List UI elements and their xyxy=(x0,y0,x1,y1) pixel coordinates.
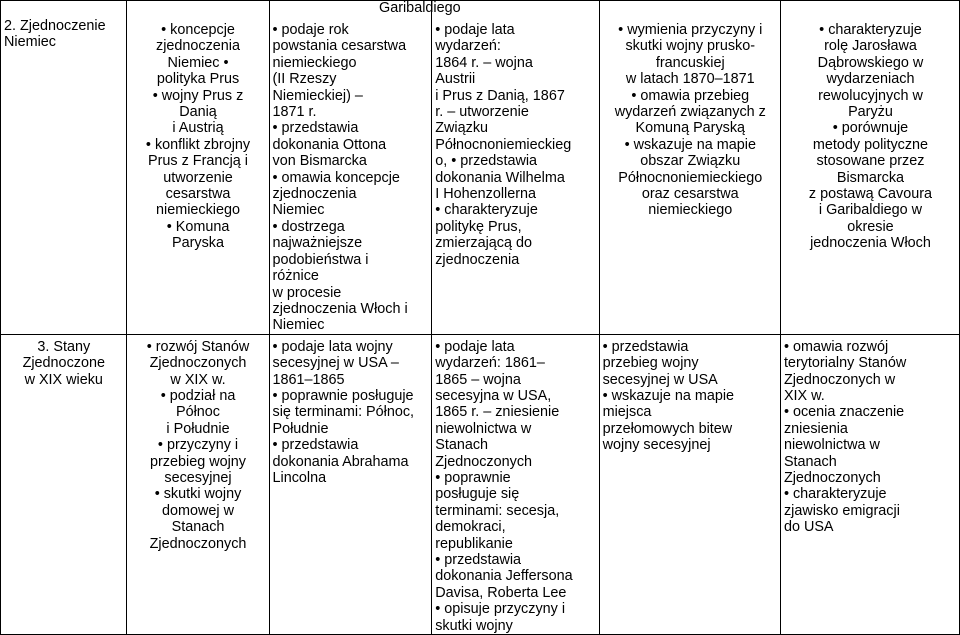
cell-line: • skutki wojny xyxy=(154,486,242,503)
cell-line: zjednoczenia xyxy=(156,38,241,55)
cell-line: secesyjnej w USA – xyxy=(272,355,399,372)
cell-line: Północ xyxy=(176,404,221,421)
cell-line: dokonania Ottona xyxy=(272,136,387,153)
cell-line: 2. Zjednoczenie xyxy=(4,18,106,34)
cell-line: Zjednoczonych w xyxy=(783,371,896,388)
section-title xyxy=(1,335,126,388)
cell-line: Danią xyxy=(179,104,217,121)
cell-line: Zjednoczonych xyxy=(149,535,247,552)
cell-line: i Austrią xyxy=(172,120,224,137)
cell-line: przebieg wojny xyxy=(150,453,247,470)
cell-line: politykę Prus, xyxy=(435,218,522,235)
section-title xyxy=(1,13,126,51)
cell-line: i Południe xyxy=(166,420,230,437)
cell-line: obszar Związku xyxy=(640,153,741,170)
cell-line: • podaje rok xyxy=(272,22,349,38)
cell-line: • dostrzega xyxy=(272,218,345,235)
requirement-list xyxy=(270,1,432,334)
cell-line: Północnoniemieckiego xyxy=(618,169,763,186)
cell-line: dokonania Jeffersona xyxy=(435,568,573,585)
cell-line: podobieństwa i xyxy=(272,251,369,268)
cell-line: niewolnictwa w xyxy=(783,437,880,454)
cell-line: wydarzeniach xyxy=(826,71,915,88)
cell-line: w XIX wieku xyxy=(24,371,103,388)
cell-line: dokonania Wilhelma xyxy=(435,169,565,186)
cell-line: • poprawnie posługuje xyxy=(272,387,414,404)
cell-line: Prus z Francją i xyxy=(148,153,248,170)
cell-line: • omawia przebieg xyxy=(631,87,750,104)
cell-line: • rozwój Stanów xyxy=(146,338,250,355)
cell-line: cesarstwa xyxy=(165,186,231,203)
cell-line: 1861–1865 xyxy=(272,371,345,388)
cell-line: Zjednoczonych xyxy=(783,469,881,486)
cell-line: Komuną Paryską xyxy=(635,120,746,137)
cell-line: rewolucyjnych w xyxy=(818,87,923,104)
cell-line: 1865 – wojna xyxy=(435,371,521,388)
cell-line: (II Rzeszy xyxy=(272,71,337,88)
cell-line: wydarzeń: xyxy=(435,38,501,55)
cell-line: Paryska xyxy=(172,235,224,252)
cell-line: Stanach xyxy=(171,519,225,536)
cell-line: zjednoczenia xyxy=(435,251,520,268)
requirement-list xyxy=(781,335,959,536)
cell-line: utworzenie xyxy=(163,169,233,186)
section-cell xyxy=(1,1,127,335)
cell-line: przebieg wojny xyxy=(602,355,699,372)
cell-line: Związku xyxy=(435,120,489,137)
cell-line: zniesienia xyxy=(783,420,848,437)
cell-line: • przedstawia xyxy=(435,552,522,568)
cell-line: powstania cesarstwa xyxy=(272,38,407,55)
cell-line: Lincolna xyxy=(272,469,327,486)
cell-line: • Komuna xyxy=(166,218,230,235)
cell-line: Niemieckiej) – xyxy=(272,87,363,104)
cell-line: 3. Stany xyxy=(37,338,91,355)
cell-line: Zjednoczonych xyxy=(149,355,247,372)
cell-line: • wskazuje na mapie xyxy=(624,136,756,153)
cell-line: wydarzeń: 1861– xyxy=(435,355,545,372)
cell-line: i Garibaldiego w xyxy=(818,202,923,219)
cell-line: niemieckiego xyxy=(156,202,241,219)
cell-line: wydarzeń związanych z xyxy=(614,104,766,121)
cell-line: von Bismarcka xyxy=(272,153,367,170)
cell-line: miejsca xyxy=(602,404,652,421)
table-row xyxy=(1,334,960,634)
cell-line: secesyjnej xyxy=(164,469,232,486)
requirement-cell-advanced xyxy=(599,334,780,634)
requirement-cell-advanced xyxy=(599,1,780,335)
cell-line: • przyczyny i xyxy=(157,437,239,454)
cell-line: • omawia koncepcje xyxy=(272,169,400,186)
cell-line: Zjednoczonych xyxy=(435,453,533,470)
requirement-cell-basic xyxy=(269,1,432,335)
cell-line: • charakteryzuje xyxy=(435,202,538,219)
cell-line: • charakteryzuje xyxy=(783,486,887,503)
cell-line: • ocenia znaczenie xyxy=(783,404,905,421)
cell-line: • wojny Prus z xyxy=(152,87,244,104)
cell-line: i Prus z Danią, 1867 xyxy=(435,87,565,104)
cell-line: w procesie xyxy=(272,284,342,301)
cell-line: • podaje lata xyxy=(435,338,515,355)
requirement-list xyxy=(270,335,432,487)
cell-line: Południe xyxy=(272,420,329,437)
cell-line: zjawisko emigracji xyxy=(783,502,900,519)
cell-line: terytorialny Stanów xyxy=(783,355,907,372)
cell-line: r. – utworzenie xyxy=(435,104,529,121)
cell-line: francuskiej xyxy=(655,54,725,71)
cell-line: oraz cesarstwa xyxy=(641,186,739,203)
cell-line: w XIX w. xyxy=(170,371,226,388)
cell-line: najważniejsze xyxy=(272,235,363,252)
cell-line: polityka Prus xyxy=(156,71,240,88)
cell-line: niemieckiego xyxy=(272,54,357,71)
cell-line: w latach 1870–1871 xyxy=(625,71,755,88)
cell-line: stosowane przez xyxy=(816,153,925,170)
cell-line: okresie xyxy=(847,218,894,235)
cell-line: o, • przedstawia xyxy=(435,153,538,170)
cell-line: skutki wojny xyxy=(435,617,513,634)
cell-line: Północnoniemieckieg xyxy=(435,136,572,153)
content-cell xyxy=(126,1,269,335)
requirement-list xyxy=(600,1,780,219)
cell-line: Niemiec • xyxy=(167,54,229,71)
requirement-cell-excellent xyxy=(780,1,959,335)
cell-line: 1871 r. xyxy=(272,104,317,121)
cell-line: posługuje się xyxy=(435,486,520,503)
cell-line: Stanach xyxy=(435,437,489,454)
cell-line: XIX w. xyxy=(783,387,825,404)
content-list xyxy=(127,335,269,552)
cell-line: secesyjna w USA, xyxy=(435,387,552,404)
cell-line: republikanie xyxy=(435,535,513,552)
cell-line: dokonania Abrahama xyxy=(272,453,409,470)
cell-line: I Hohenzollerna xyxy=(435,186,537,203)
cell-line: • koncepcje xyxy=(161,22,235,38)
cell-line: zjednoczenia Włoch i xyxy=(272,300,408,317)
cell-line: demokraci, xyxy=(435,519,506,536)
cell-line: • przedstawia xyxy=(272,437,359,454)
cell-line: terminami: secesja, xyxy=(435,502,560,519)
cell-line: • przedstawia xyxy=(602,338,689,355)
cell-line: Austrii xyxy=(435,71,476,88)
cell-line: zmierzającą do xyxy=(435,235,533,252)
cell-line: Dąbrowskiego w xyxy=(817,54,924,71)
table-row xyxy=(1,1,960,335)
cell-line: Niemiec xyxy=(272,202,325,219)
requirement-cell-excellent xyxy=(780,334,959,634)
cell-line: • charakteryzuje xyxy=(819,22,922,38)
cell-line: • porównuje xyxy=(832,120,909,137)
requirement-cell-intermediate xyxy=(432,334,599,634)
cell-line: różnice xyxy=(272,268,319,285)
cell-line: • omawia rozwój xyxy=(783,338,889,355)
carried-over-text: Garibaldiego xyxy=(379,0,461,16)
cell-line: skutki wojny prusko- xyxy=(625,38,756,55)
content-list xyxy=(127,1,269,252)
cell-line: jednoczenia Włoch xyxy=(810,235,931,252)
cell-line: Niemiec xyxy=(4,34,56,51)
content-cell xyxy=(126,334,269,634)
cell-line: się terminami: Północ, xyxy=(272,404,415,421)
cell-line: • opisuje przyczyny i xyxy=(435,601,566,618)
cell-line: • podział na xyxy=(160,387,236,404)
cell-line: Paryżu xyxy=(848,104,893,121)
cell-line: zjednoczenia xyxy=(272,186,357,203)
cell-line: • przedstawia xyxy=(272,120,359,137)
requirement-list xyxy=(600,335,780,454)
cell-line: • podaje lata wojny xyxy=(272,338,393,355)
cell-line: domowej w xyxy=(162,502,234,519)
cell-line: • konflikt zbrojny xyxy=(145,136,251,153)
cell-line: rolę Jarosława xyxy=(824,38,917,55)
cell-line: Stanach xyxy=(783,453,837,470)
cell-line: do USA xyxy=(783,519,834,536)
requirement-cell-basic xyxy=(269,334,432,634)
cell-line: przełomowych bitew xyxy=(602,420,733,437)
cell-line: wojny secesyjnej xyxy=(602,437,711,454)
cell-line: 1864 r. – wojna xyxy=(435,54,533,71)
cell-line: • wymienia przyczyny i xyxy=(618,22,763,38)
cell-line: z postawą Cavoura xyxy=(808,186,933,203)
cell-line: secesyjnej w USA xyxy=(602,371,718,388)
cell-line: • poprawnie xyxy=(435,469,511,486)
requirement-cell-intermediate xyxy=(432,1,599,335)
cell-line: niemieckiego xyxy=(648,202,733,219)
cell-line: Niemiec xyxy=(272,317,325,334)
section-cell xyxy=(1,334,127,634)
requirement-list xyxy=(432,335,598,634)
cell-line: metody polityczne xyxy=(812,136,929,153)
cell-line: 1865 r. – zniesienie xyxy=(435,404,560,421)
cell-line: Bismarcka xyxy=(836,169,905,186)
cell-line: • wskazuje na mapie xyxy=(602,387,735,404)
cell-line: Davisa, Roberta Lee xyxy=(435,584,567,601)
cell-line: Zjednoczone xyxy=(22,355,105,372)
cell-line: • podaje lata xyxy=(435,22,515,38)
cell-line: niewolnictwa w xyxy=(435,420,532,437)
requirement-list xyxy=(432,1,598,268)
requirement-list xyxy=(781,1,959,252)
